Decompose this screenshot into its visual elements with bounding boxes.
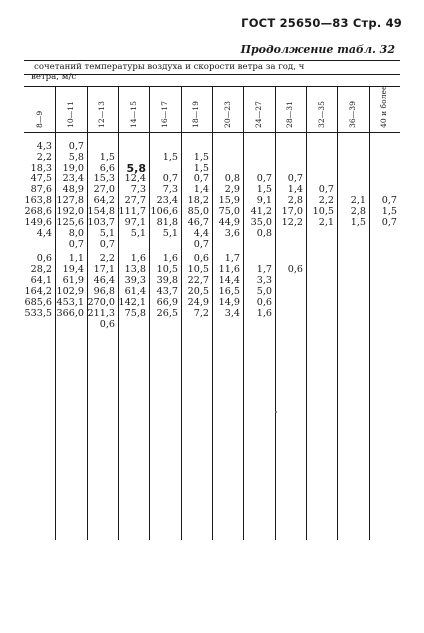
table-cell: 0,7 <box>318 184 334 195</box>
table-cell: 1,5 <box>162 152 178 163</box>
table-cell: 3,6 <box>224 228 240 239</box>
table-cell: 1,5 <box>193 163 209 174</box>
table-cell: 18,3 <box>30 163 52 174</box>
table-cell: 0,6 <box>287 264 303 275</box>
table-cell: 533,5 <box>24 308 52 319</box>
table-cell: 0,7 <box>256 173 272 184</box>
table-cell: 39,3 <box>124 275 146 286</box>
table-cell: 1,4 <box>287 184 303 195</box>
column-header: 16—17 <box>160 101 169 128</box>
table-cell: 125,6 <box>56 217 84 228</box>
table-cell: 453,1 <box>56 297 84 308</box>
table-cell: 0,7 <box>193 173 209 184</box>
stray-mark <box>275 411 277 413</box>
table-cell: 75,0 <box>218 206 240 217</box>
table-cell: 8,0 <box>68 228 84 239</box>
table-cell: 0,7 <box>193 239 209 250</box>
table-cell: 66,9 <box>156 297 178 308</box>
table-cell: 17,0 <box>281 206 303 217</box>
table-cell: 5,1 <box>130 228 146 239</box>
column-divider <box>337 87 338 540</box>
table-cell: 268,6 <box>24 206 52 217</box>
table-cell: 27,0 <box>93 184 115 195</box>
column-header: 40 и более <box>379 85 388 128</box>
table-cell: 75,8 <box>124 308 146 319</box>
table-cell: 10,5 <box>156 264 178 275</box>
table-cell: 4,4 <box>36 228 52 239</box>
table-cell: 24,9 <box>187 297 209 308</box>
table-caption-line1: сочетаний температуры воздуха и скорости ветра за год, ч <box>34 62 305 72</box>
table-cell: 0,6 <box>99 319 115 330</box>
table-cell: 2,2 <box>318 195 334 206</box>
column-header: 18—19 <box>191 101 200 128</box>
table-cell: 0,8 <box>224 173 240 184</box>
table-cell: 0,7 <box>99 239 115 250</box>
table-cell: 18,2 <box>187 195 209 206</box>
table-cell: 106,6 <box>150 206 178 217</box>
table-cell: 44,9 <box>218 217 240 228</box>
column-header: 20—23 <box>223 101 232 128</box>
table-cell: 3,3 <box>256 275 272 286</box>
table-cell: 0,6 <box>36 253 52 264</box>
table-cell: 1,5 <box>193 152 209 163</box>
table-cell: 81,8 <box>156 217 178 228</box>
table-cell: 11,6 <box>218 264 240 275</box>
column-header: 32—35 <box>317 101 326 128</box>
table-cell: 154,8 <box>87 206 115 217</box>
table-cell: 16,5 <box>218 286 240 297</box>
table-cell: 15,3 <box>93 173 115 184</box>
table-cell: 1,6 <box>162 253 178 264</box>
table-cell: 15,9 <box>218 195 240 206</box>
table-cell: 3,4 <box>224 308 240 319</box>
table-cell: 46,4 <box>93 275 115 286</box>
table-cell: 0,7 <box>287 173 303 184</box>
table-cell: 2,2 <box>99 253 115 264</box>
table-cell: 2,2 <box>36 152 52 163</box>
table-cell: 192,0 <box>56 206 84 217</box>
column-divider <box>369 87 370 540</box>
table-cell: 1,5 <box>256 184 272 195</box>
table-cell: 14,9 <box>218 297 240 308</box>
table-cell: 5,8 <box>68 152 84 163</box>
table-cell: 97,1 <box>124 217 146 228</box>
table-cell: 127,8 <box>56 195 84 206</box>
table-cell: 2,9 <box>224 184 240 195</box>
table-cell: 211,3 <box>87 308 115 319</box>
table-cell: 13,8 <box>124 264 146 275</box>
column-header: 12—13 <box>97 101 106 128</box>
table-cell: 0,7 <box>381 217 397 228</box>
table-cell: 5,8 <box>126 162 146 175</box>
table-cell: 1,5 <box>381 206 397 217</box>
table-cell: 46,7 <box>187 217 209 228</box>
table-cell: 7,2 <box>193 308 209 319</box>
table-cell: 1,7 <box>224 253 240 264</box>
table-cell: 10,5 <box>187 264 209 275</box>
column-header: 14—15 <box>129 101 138 128</box>
table-cell: 2,1 <box>350 195 366 206</box>
table-cell: 9,1 <box>256 195 272 206</box>
table-top-rule <box>24 60 400 61</box>
table-cell: 4,4 <box>193 228 209 239</box>
column-divider <box>275 87 276 540</box>
table-cell: 26,5 <box>156 308 178 319</box>
table-cell: 1,5 <box>99 152 115 163</box>
table-cell: 0,7 <box>68 141 84 152</box>
table-cell: 5,0 <box>256 286 272 297</box>
table-cell: 142,1 <box>118 297 146 308</box>
table-cell: 61,4 <box>124 286 146 297</box>
table-cell: 149,6 <box>24 217 52 228</box>
table-cell: 23,4 <box>62 173 84 184</box>
table-cell: 2,1 <box>318 217 334 228</box>
table-continuation-title: Продолжение табл. 32 <box>240 43 395 56</box>
table-cell: 7,3 <box>162 184 178 195</box>
page-header: ГОСТ 25650—83 Стр. 49 <box>241 16 402 30</box>
table-cell: 23,4 <box>156 195 178 206</box>
table-cell: 685,6 <box>24 297 52 308</box>
table-cell: 64,1 <box>30 275 52 286</box>
table-cell: 270,0 <box>87 297 115 308</box>
table-cell: 2,8 <box>350 206 366 217</box>
table-cell: 12,4 <box>124 173 146 184</box>
table-cell: 28,2 <box>30 264 52 275</box>
table-cell: 111,7 <box>118 206 146 217</box>
table-cell: 0,8 <box>256 228 272 239</box>
table-cell: 39,8 <box>156 275 178 286</box>
table-cell: 2,8 <box>287 195 303 206</box>
table-cell: 22,7 <box>187 275 209 286</box>
table-cell: 35,0 <box>250 217 272 228</box>
table-cell: 366,0 <box>56 308 84 319</box>
table-cell: 1,4 <box>193 184 209 195</box>
table-cell: 102,9 <box>56 286 84 297</box>
table-cell: 7,3 <box>130 184 146 195</box>
table-cell: 41,2 <box>250 206 272 217</box>
table-cell: 0,7 <box>68 239 84 250</box>
table-cell: 19,4 <box>62 264 84 275</box>
table-cell: 48,9 <box>62 184 84 195</box>
table-cell: 61,9 <box>62 275 84 286</box>
column-header: 10—11 <box>66 101 75 128</box>
table-cell: 20,5 <box>187 286 209 297</box>
table-cell: 5,1 <box>99 228 115 239</box>
table-cell: 163,8 <box>24 195 52 206</box>
table-cell: 64,2 <box>93 195 115 206</box>
table-cell: 10,5 <box>312 206 334 217</box>
table-cell: 85,0 <box>187 206 209 217</box>
table-cell: 6,6 <box>99 163 115 174</box>
table-cell: 17,1 <box>93 264 115 275</box>
column-divider <box>306 87 307 540</box>
table-cell: 14,4 <box>218 275 240 286</box>
table-cell: 103,7 <box>87 217 115 228</box>
column-header: 8—9 <box>35 110 44 128</box>
table-cell: 1,6 <box>256 308 272 319</box>
column-header: 28—31 <box>285 101 294 128</box>
table-cell: 164,2 <box>24 286 52 297</box>
table-cell: 47,5 <box>30 173 52 184</box>
table-cell: 1,7 <box>256 264 272 275</box>
table-cell: 96,8 <box>93 286 115 297</box>
table-cell: 27,7 <box>124 195 146 206</box>
table-cell: 1,1 <box>68 253 84 264</box>
table-cell: 1,5 <box>350 217 366 228</box>
table-cell: 5,1 <box>162 228 178 239</box>
column-header: 24—27 <box>254 101 263 128</box>
table-cell: 43,7 <box>156 286 178 297</box>
table-caption-line2: ветра, м/с <box>31 72 77 82</box>
column-header: 36—39 <box>348 101 357 128</box>
caption-rule <box>24 74 400 75</box>
table-cell: 87,6 <box>30 184 52 195</box>
table-cell: 1,6 <box>130 253 146 264</box>
table-cell: 0,7 <box>381 195 397 206</box>
table-cell: 0,6 <box>256 297 272 308</box>
table-cell: 0,6 <box>193 253 209 264</box>
table-cell: 19,0 <box>62 163 84 174</box>
data-table <box>24 60 400 540</box>
table-cell: 4,3 <box>36 141 52 152</box>
table-cell: 12,2 <box>281 217 303 228</box>
table-cell: 0,7 <box>162 173 178 184</box>
